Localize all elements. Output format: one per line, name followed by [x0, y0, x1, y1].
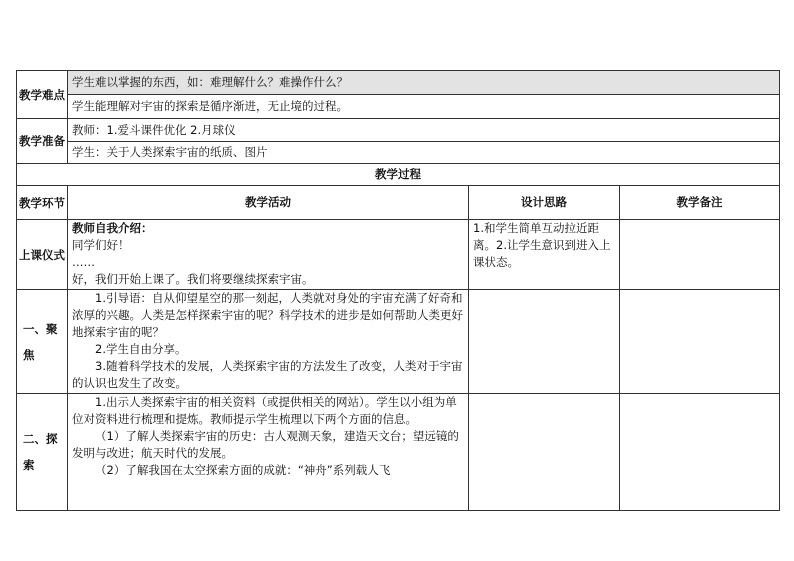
preparation-teacher: 教师：1.爱斗课件优化 2.月球仪	[68, 119, 780, 142]
lesson-plan-table	[16, 70, 780, 511]
explore-line: （1）了解人类探索宇宙的历史：古人观测天象，建造天文台；望远镜的发明与改进；航天时代的发展。	[72, 429, 459, 460]
explore-line: （2）了解我国在太空探索方面的成就：“神舟”系列载人飞	[95, 463, 391, 477]
focus-line: 3.随着科学技术的发展，人类探索宇宙的方法发生了改变，人类对于宇宙的认识也发生了改变。	[72, 359, 463, 390]
intro-line: ……	[72, 255, 95, 269]
preparation-label: 教学准备	[17, 119, 68, 164]
explore-design	[469, 394, 620, 511]
preparation-student: 学生：关于人类探索宇宙的纸质、图片	[68, 142, 780, 164]
difficulty-line1: 学生难以掌握的东西，如：难理解什么？难操作什么？	[68, 71, 780, 95]
intro-notes	[620, 220, 780, 290]
header-stage: 教学环节	[17, 186, 68, 220]
intro-design: 1.和学生简单互动拉近距离。2.让学生意识到进入上课状态。	[469, 220, 620, 290]
header-design: 设计思路	[469, 186, 620, 220]
header-activity: 教学活动	[68, 186, 469, 220]
focus-design	[469, 290, 620, 394]
intro-activity	[68, 220, 469, 290]
intro-line: 好，我们开始上课了。我们将要继续探索宇宙。	[72, 272, 314, 286]
explore-activity	[68, 394, 469, 511]
explore-notes	[620, 394, 780, 511]
process-title: 教学过程	[17, 164, 780, 186]
stage-explore: 二、探索	[17, 394, 68, 511]
focus-line: 2.学生自由分享。	[95, 342, 187, 356]
focus-notes	[620, 290, 780, 394]
stage-focus: 一、聚焦	[17, 290, 68, 394]
focus-line: 1.引导语：自从仰望星空的那一刻起，人类就对身处的宇宙充满了好奇和浓厚的兴趣。人类是怎样探索宇宙的呢？科学技术的进步是如何帮助人类更好地探索宇宙的呢？	[72, 291, 463, 339]
stage-intro: 上课仪式	[17, 220, 68, 290]
lesson-plan-sheet	[16, 70, 779, 512]
difficulty-label: 教学难点	[17, 71, 68, 119]
intro-line: 教师自我介绍：	[72, 221, 153, 235]
difficulty-line2: 学生能理解对宇宙的探索是循序渐进，无止境的过程。	[68, 95, 780, 119]
focus-activity	[68, 290, 469, 394]
explore-line: 1.出示人类探索宇宙的相关资料（或提供相关的网站）。学生以小组为单位对资料进行梳理和提炼。教师提示学生梳理以下两个方面的信息。	[72, 395, 457, 426]
intro-line: 同学们好！	[72, 238, 130, 252]
header-notes: 教学备注	[620, 186, 780, 220]
